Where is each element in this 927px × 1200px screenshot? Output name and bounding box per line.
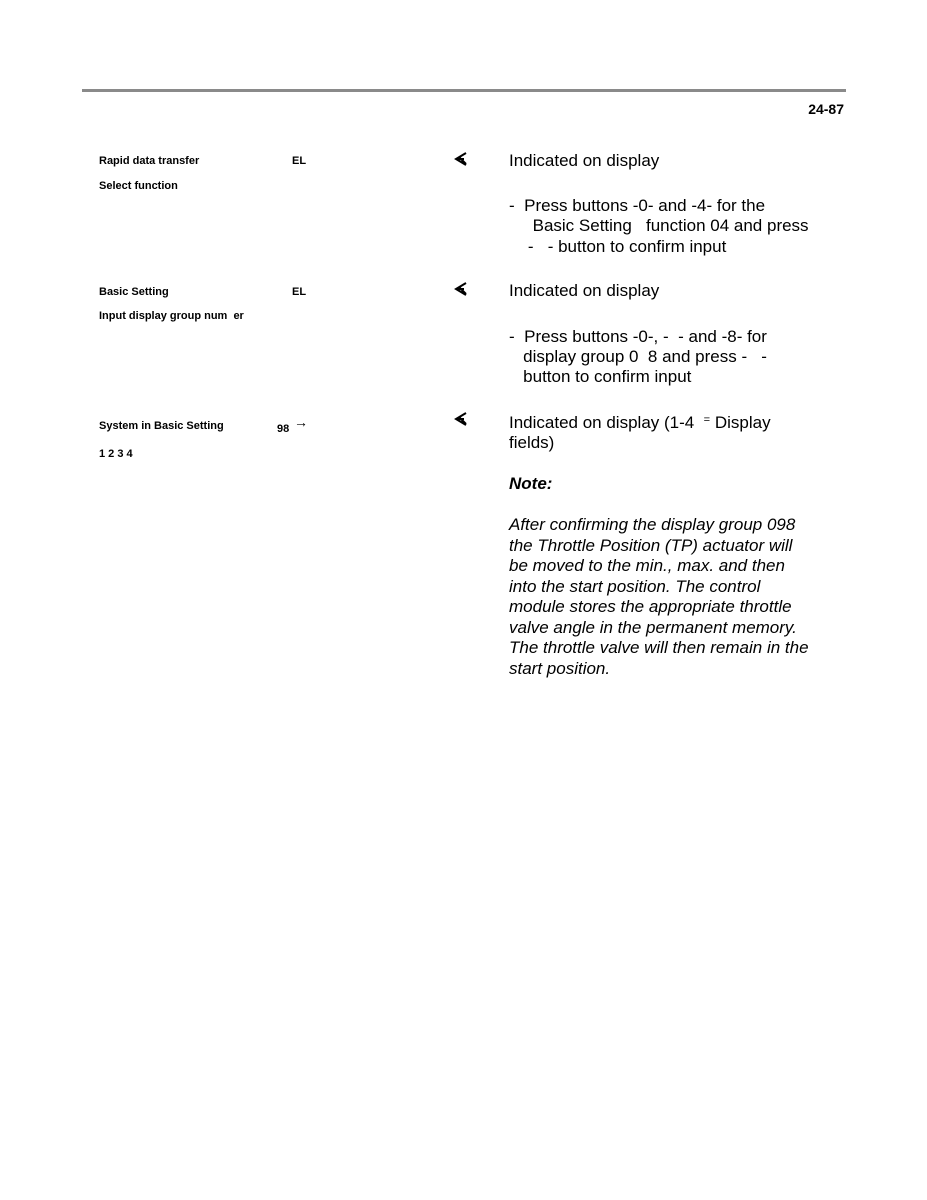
display-line-1: Basic Setting [99,286,169,298]
display-line-2: Input display group num er [99,310,244,322]
equals-sign: = [703,414,711,426]
indicated-text: fields) [509,433,555,452]
right-arrow-icon: → [294,414,308,430]
instruction-line: - Press buttons -0-, - - and -8- for [509,327,767,346]
display-line-2: 1 2 3 4 [99,448,133,460]
instruction-line: Basic Setting function 04 and press [509,216,809,235]
note-title: Note: [509,474,553,493]
pointer-arrow-icon [453,151,469,167]
pointer-arrow-icon [453,281,469,297]
note-line: be moved to the min., max. and then [509,556,785,575]
instruction-line: - Press buttons -0- and -4- for the [509,196,766,215]
indicated-text: Indicated on display (1-4 = Display [509,413,771,432]
note-body [509,515,839,679]
display-line-1: Rapid data transfer [99,155,200,167]
instruction-line: button to confirm input [509,367,692,386]
note-line: valve angle in the permanent memory. [509,617,797,637]
display-line-1: System in Basic Setting [99,420,224,432]
note-line: module stores the appropriate throttle [509,597,792,616]
display-line-2: Select function [99,180,178,192]
instruction-line: - - button to confirm input [509,237,727,256]
pointer-arrow-icon [453,411,469,427]
instruction-line: display group 0 8 and press - - [509,347,767,366]
display-code: EL [292,155,307,167]
note-line: After confirming the display group 098 [509,515,796,534]
display-code: 98 [277,423,290,435]
indicated-text: Indicated on display [509,281,660,300]
header-rule [82,89,846,92]
display-code: EL [292,286,307,298]
note-line: start position. [509,658,611,678]
page-number: 24-87 [808,101,844,117]
indicated-text: Indicated on display [509,151,660,170]
note-line: into the start position. The control [509,576,761,596]
note-line: The throttle valve will then remain in the [509,638,809,657]
note-line: the Throttle Position (TP) actuator will [509,535,793,555]
